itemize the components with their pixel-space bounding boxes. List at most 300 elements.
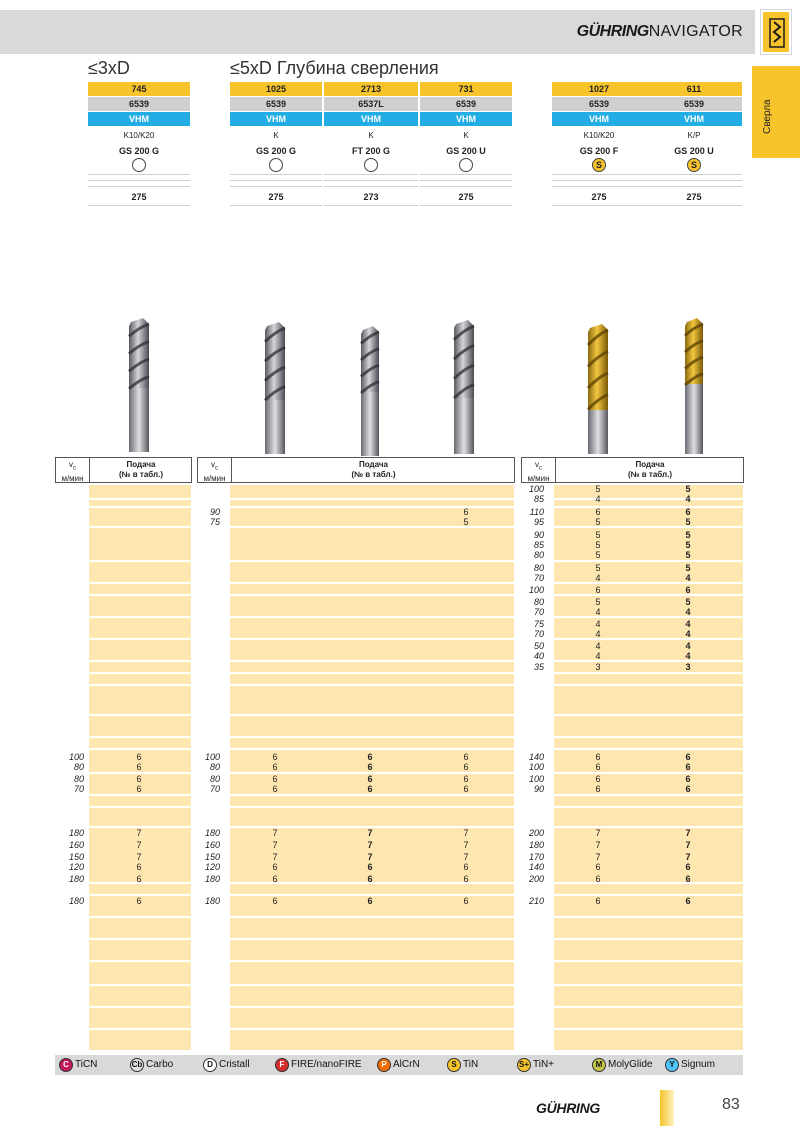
vc-value: 80 [73, 762, 84, 772]
table-row-band [554, 940, 743, 960]
vc-value: 100 [204, 752, 220, 762]
coating-badge-icon: Y [665, 1058, 679, 1072]
feed-value: 6 [367, 784, 373, 794]
table-row-band [89, 640, 191, 660]
coating-tin-icon: S [687, 158, 701, 172]
feed-value: 6 [595, 874, 601, 884]
feed-value: 5 [595, 540, 601, 550]
tool-grade: K/P [687, 131, 701, 140]
table-row-band [230, 584, 514, 594]
row-divider [646, 186, 742, 187]
feed-value [355, 507, 385, 517]
row-divider [552, 174, 646, 175]
vc-value: 95 [533, 517, 544, 527]
feed-header [91, 460, 191, 480]
drill-image [450, 320, 478, 458]
drill-logo-icon [761, 10, 791, 54]
vc-value: 80 [73, 774, 84, 784]
vc-value: 170 [528, 852, 544, 862]
vc-value: 100 [528, 774, 544, 784]
feed-value: 6 [685, 874, 691, 884]
feed-value: 6 [463, 896, 469, 906]
feed-value: 7 [272, 828, 278, 838]
drill-image [125, 318, 153, 456]
legend-label: TiN+ [533, 1059, 555, 1070]
uncoated-circle-icon [132, 158, 146, 172]
feed-value: 7 [595, 852, 601, 862]
vc-value: 85 [533, 540, 544, 550]
table-row-band [89, 884, 191, 894]
feed-value: 4 [595, 494, 601, 504]
row-divider [552, 205, 646, 206]
tool-coating: GS 200 U [674, 146, 714, 156]
table-row-band [554, 686, 743, 714]
legend-item [59, 1058, 97, 1072]
vc-value: 80 [533, 597, 544, 607]
vc-value: 150 [204, 852, 220, 862]
vc-value: 100 [528, 762, 544, 772]
vc-value: 160 [204, 840, 220, 850]
feed-value: 3 [595, 662, 601, 672]
section-title-5xd: ≤5xD Глубина сверления [230, 58, 439, 78]
side-tab-drills[interactable] [752, 66, 800, 158]
legend-label: MolyGlide [608, 1059, 653, 1070]
uncoated-circle-icon [459, 158, 473, 172]
row-divider [88, 174, 190, 175]
feed-value: 7 [685, 828, 691, 838]
vc-value: 180 [204, 828, 220, 838]
table-row-band [230, 640, 514, 660]
feed-value: 5 [595, 563, 601, 573]
tool-type: VHM [324, 112, 418, 126]
vc-value: 180 [204, 874, 220, 884]
coating-badge-icon: S [447, 1058, 461, 1072]
feed-sublabel: (№ в табл.) [627, 470, 673, 479]
feed-header [557, 460, 743, 480]
feed-value: 6 [272, 784, 278, 794]
feed-value: 7 [136, 828, 142, 838]
feed-value: 6 [272, 862, 278, 872]
feed-value: 7 [595, 828, 601, 838]
feed-value: 7 [463, 828, 469, 838]
table-row-band [89, 716, 191, 736]
vc-symbol: v [69, 460, 73, 469]
table-row-band [230, 618, 514, 638]
tool-catalog-page: 275 [458, 192, 474, 202]
row-divider [646, 174, 742, 175]
feed-value: 4 [595, 651, 601, 661]
row-divider [230, 174, 322, 175]
legend-item [592, 1058, 652, 1072]
feed-value: 7 [367, 840, 373, 850]
row-divider [230, 180, 322, 181]
legend-label: TiCN [75, 1059, 98, 1070]
table-row-band [554, 884, 743, 894]
row-divider [324, 180, 418, 181]
table-row-band [554, 986, 743, 1006]
legend-label: FIRE/nanoFIRE [291, 1059, 362, 1070]
feed-value: 6 [136, 874, 142, 884]
table-row-band [89, 1008, 191, 1028]
feed-value: 6 [367, 762, 373, 772]
table-row-band [89, 485, 191, 498]
feed-value: 6 [463, 774, 469, 784]
feed-value: 5 [685, 563, 691, 573]
feed-sublabel: (№ в табл.) [351, 470, 396, 479]
feed-value: 4 [685, 619, 691, 629]
feed-value: 6 [136, 862, 142, 872]
tool-grade: K [273, 131, 279, 140]
feed-value: 4 [595, 641, 601, 651]
drill-image [584, 324, 612, 458]
feed-value: 5 [685, 484, 691, 494]
vc-value: 140 [528, 752, 544, 762]
feed-value: 3 [685, 662, 691, 672]
feed-value: 6 [595, 774, 601, 784]
row-divider [420, 186, 512, 187]
tool-coating: GS 200 G [118, 146, 160, 156]
feed-value: 6 [595, 585, 601, 595]
tool-coating: GS 200 U [446, 146, 486, 156]
vc-subscript: c [539, 465, 542, 472]
row-divider [324, 186, 418, 187]
feed-value: 5 [595, 597, 601, 607]
tool-type: VHM [646, 112, 742, 126]
vc-value: 70 [533, 607, 544, 617]
drill-image [357, 326, 383, 460]
table-row-band [230, 940, 514, 960]
feed-value: 7 [272, 852, 278, 862]
vc-value: 35 [533, 662, 544, 672]
vc-value: 120 [204, 862, 220, 872]
brand-logo [577, 23, 743, 41]
vc-symbol: v [211, 460, 215, 469]
legend-label: Signum [681, 1059, 715, 1070]
legend-label: Carbo [146, 1059, 174, 1070]
tool-type: VHM [88, 112, 190, 126]
vc-value: 80 [533, 563, 544, 573]
vc-value: 180 [68, 874, 84, 884]
table-row-band [230, 674, 514, 684]
legend-item [665, 1058, 715, 1072]
feed-value: 7 [136, 840, 142, 850]
tool-material: 6539 [88, 97, 190, 111]
feed-value: 6 [367, 752, 373, 762]
feed-value: 6 [685, 774, 691, 784]
feed-value: 7 [367, 852, 373, 862]
legend-item [377, 1058, 420, 1072]
feed-value [260, 517, 290, 527]
feed-value: 5 [685, 597, 691, 607]
side-tab-label: Сверла [762, 99, 773, 134]
tool-catalog-page: 275 [268, 192, 284, 202]
table-row-band [89, 562, 191, 582]
feed-value: 6 [136, 896, 142, 906]
feed-value: 7 [136, 852, 142, 862]
table-row-band [89, 940, 191, 960]
table-header [521, 457, 744, 483]
feed-value: 4 [685, 641, 691, 651]
row-divider [552, 186, 646, 187]
coating-badge-icon: F [275, 1058, 289, 1072]
vc-value: 110 [529, 507, 544, 517]
table-row-band [89, 808, 191, 826]
feed-value: 6 [367, 874, 373, 884]
feed-value: 6 [136, 752, 142, 762]
feed-value: 6 [685, 752, 691, 762]
feed-value: 6 [272, 762, 278, 772]
table-row-band [230, 918, 514, 938]
tool-material: 6539 [552, 97, 646, 111]
feed-value: 5 [595, 550, 601, 560]
brand-product: NAVIGATOR [648, 23, 743, 40]
legend-item [203, 1058, 250, 1072]
feed-value: 6 [685, 507, 691, 517]
table-row-band [230, 796, 514, 806]
row-divider [552, 180, 646, 181]
tool-id: 611 [646, 82, 742, 96]
table-row-band [554, 962, 743, 984]
feed-value: 6 [685, 862, 691, 872]
feed-value: 5 [595, 530, 601, 540]
feed-value: 6 [595, 762, 601, 772]
feed-value: 5 [595, 484, 601, 494]
table-row-band [230, 738, 514, 748]
feed-value: 6 [595, 507, 601, 517]
table-row-band [230, 528, 514, 560]
vc-value: 180 [528, 840, 544, 850]
row-divider [324, 174, 418, 175]
vc-value: 70 [209, 784, 220, 794]
row-divider [88, 180, 190, 181]
drill-image [681, 318, 707, 458]
feed-value: 4 [685, 573, 691, 583]
vc-value: 75 [209, 517, 220, 527]
footer-accent-bar [660, 1090, 674, 1126]
feed-value: 7 [463, 852, 469, 862]
tool-coating: FT 200 G [351, 146, 390, 156]
vc-value: 100 [528, 484, 544, 494]
feed-value: 4 [595, 629, 601, 639]
vc-value: 210 [528, 896, 544, 906]
row-divider [88, 205, 190, 206]
tool-id: 731 [420, 82, 512, 96]
table-row-band [89, 528, 191, 560]
vc-value: 200 [528, 874, 544, 884]
feed-value: 6 [272, 774, 278, 784]
brand-name: GÜHRING [576, 23, 649, 40]
feed-value: 6 [272, 874, 278, 884]
vc-value: 80 [209, 774, 220, 784]
feed-value: 5 [595, 517, 601, 527]
feed-value: 7 [463, 840, 469, 850]
table-row-band [230, 686, 514, 714]
table-row-band [89, 674, 191, 684]
table-row-band [89, 796, 191, 806]
legend-label: TiN [463, 1059, 479, 1070]
feed-value: 6 [136, 762, 142, 772]
feed-value: 6 [595, 784, 601, 794]
table-row-band [230, 1030, 514, 1050]
vc-value: 120 [68, 862, 84, 872]
vc-value: 50 [533, 641, 544, 651]
tool-coating: GS 200 F [579, 146, 619, 156]
coating-badge-icon: P [377, 1058, 391, 1072]
feed-value: 5 [463, 517, 469, 527]
table-row-band [89, 738, 191, 748]
row-divider [420, 174, 512, 175]
vc-header [56, 458, 90, 482]
row-divider [324, 205, 418, 206]
feed-value: 6 [367, 896, 373, 906]
vc-value: 100 [68, 752, 84, 762]
vc-value: 75 [533, 619, 544, 629]
table-row-band [230, 986, 514, 1006]
feed-label: Подача [635, 460, 665, 469]
tool-material: 6539 [420, 97, 512, 111]
vc-value: 90 [533, 784, 544, 794]
coating-badge-icon: C [59, 1058, 73, 1072]
legend-item [517, 1058, 554, 1072]
vc-subscript: c [215, 465, 218, 472]
row-divider [420, 205, 512, 206]
table-row-band [230, 716, 514, 736]
feed-value: 6 [463, 862, 469, 872]
table-row-band [554, 738, 743, 748]
feed-value: 7 [685, 840, 691, 850]
tool-type: VHM [552, 112, 646, 126]
tool-id: 1025 [230, 82, 322, 96]
feed-value: 6 [685, 784, 691, 794]
feed-value: 4 [685, 651, 691, 661]
feed-value: 6 [685, 896, 691, 906]
header-bar [0, 10, 755, 54]
feed-value: 7 [272, 840, 278, 850]
page-number: 83 [722, 1096, 740, 1113]
table-header [197, 457, 515, 483]
vc-unit: м/мин [527, 473, 550, 483]
feed-value: 6 [463, 784, 469, 794]
table-row-band [89, 986, 191, 1006]
vc-symbol: v [535, 460, 539, 469]
vc-value: 70 [533, 573, 544, 583]
tool-catalog-page: 275 [591, 192, 607, 202]
vc-value: 160 [68, 840, 84, 850]
tool-grade: K [368, 131, 374, 140]
table-row-band [89, 508, 191, 526]
tool-type: VHM [420, 112, 512, 126]
vc-value: 70 [73, 784, 84, 794]
feed-value: 5 [685, 540, 691, 550]
vc-value: 80 [533, 550, 544, 560]
tool-grade: K10/K20 [123, 131, 155, 140]
feed-value: 6 [367, 774, 373, 784]
feed-value: 4 [685, 607, 691, 617]
uncoated-circle-icon [364, 158, 378, 172]
tool-grade: K [463, 131, 469, 140]
row-divider [88, 186, 190, 187]
table-row-band [230, 662, 514, 672]
table-row-band [230, 562, 514, 582]
feed-label: Подача [126, 460, 156, 469]
table-row-band [230, 962, 514, 984]
table-row-band [230, 485, 514, 498]
feed-value: 5 [685, 517, 691, 527]
table-row-band [554, 1030, 743, 1050]
table-row-band [89, 686, 191, 714]
feed-value: 6 [463, 874, 469, 884]
tool-id: 1027 [552, 82, 646, 96]
vc-value: 85 [533, 494, 544, 504]
row-divider [230, 186, 322, 187]
tool-id: 2713 [324, 82, 418, 96]
tool-id: 745 [88, 82, 190, 96]
tool-type: VHM [230, 112, 322, 126]
drill-image [261, 322, 289, 458]
tool-material: 6539 [230, 97, 322, 111]
feed-value: 7 [367, 828, 373, 838]
feed-value: 4 [595, 619, 601, 629]
vc-value: 90 [209, 507, 220, 517]
vc-value: 80 [209, 762, 220, 772]
table-row-band [89, 662, 191, 672]
feed-value [355, 517, 385, 527]
feed-value: 6 [136, 774, 142, 784]
feed-value: 6 [272, 896, 278, 906]
table-row-band [89, 918, 191, 938]
feed-value: 6 [595, 862, 601, 872]
table-row-band [89, 618, 191, 638]
table-row-band [89, 584, 191, 594]
feed-value: 4 [595, 573, 601, 583]
tool-grade: K10/K20 [583, 131, 615, 140]
feed-value: 7 [685, 852, 691, 862]
row-divider [420, 180, 512, 181]
vc-unit: м/мин [61, 473, 84, 483]
feed-value: 6 [685, 585, 691, 595]
feed-value: 6 [463, 507, 469, 517]
coating-badge-icon: Cb [130, 1058, 144, 1072]
table-row-band [554, 1008, 743, 1028]
table-row-band [89, 500, 191, 506]
table-row-band [230, 1008, 514, 1028]
vc-value: 200 [528, 828, 544, 838]
table-row-band [554, 674, 743, 684]
feed-value: 6 [595, 896, 601, 906]
feed-value: 4 [685, 494, 691, 504]
legend-item [275, 1058, 362, 1072]
vc-value: 40 [533, 651, 544, 661]
table-row-band [230, 596, 514, 616]
vc-value: 180 [68, 828, 84, 838]
legend-item [130, 1058, 173, 1072]
feed-value: 6 [367, 862, 373, 872]
feed-label: Подача [359, 460, 388, 469]
vc-header [522, 458, 556, 482]
table-row-band [89, 596, 191, 616]
feed-value: 6 [463, 762, 469, 772]
vc-header [198, 458, 232, 482]
table-row-band [89, 962, 191, 984]
vc-value: 140 [528, 862, 544, 872]
coating-badge-icon: S+ [517, 1058, 531, 1072]
feed-sublabel: (№ в табл.) [118, 470, 164, 479]
row-divider [230, 205, 322, 206]
footer-brand: GÜHRING [536, 1100, 601, 1116]
table-row-band [554, 808, 743, 826]
vc-value: 70 [533, 629, 544, 639]
feed-value: 6 [463, 752, 469, 762]
